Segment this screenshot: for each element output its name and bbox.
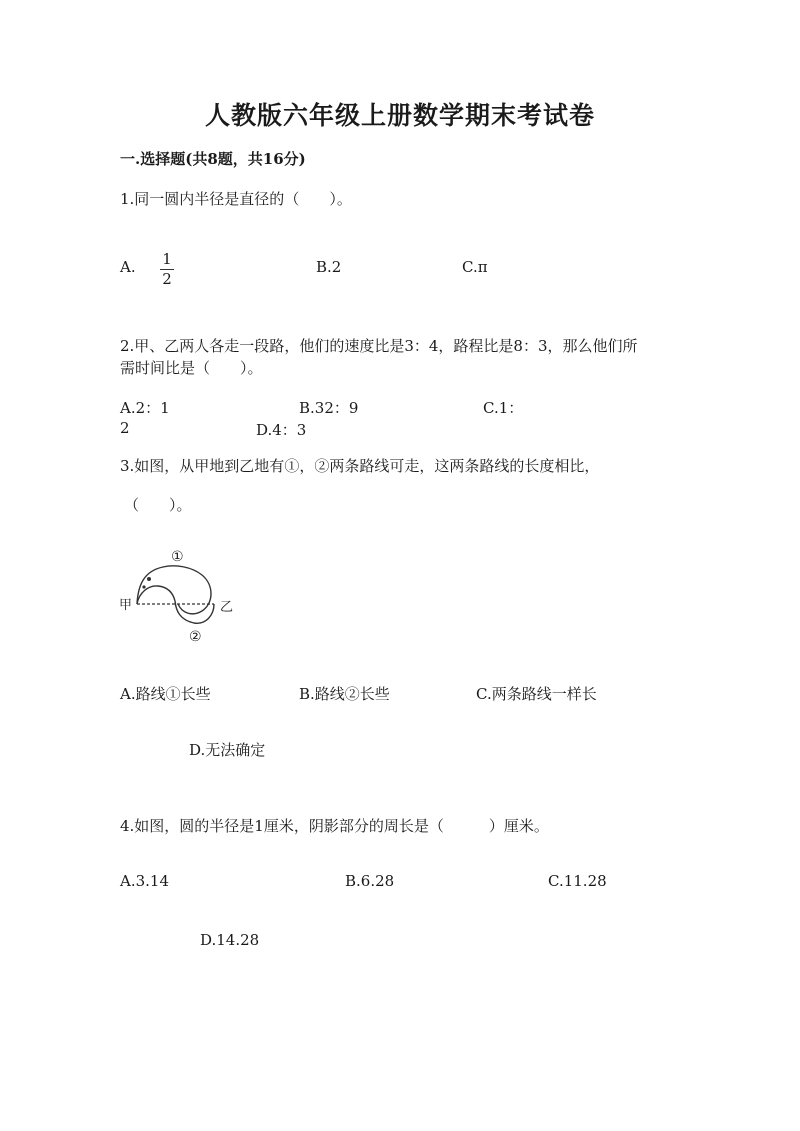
q3-option-c: C.两条路线一样长 <box>476 685 597 703</box>
question-3-line-2: （ ）。 <box>124 496 192 514</box>
page-title: 人教版六年级上册数学期末考试卷 <box>204 101 595 130</box>
route-dot <box>142 585 145 588</box>
q2-option-d: D.4：3 <box>256 421 307 439</box>
route-2-label: ② <box>189 629 202 645</box>
question-2-line-2: 需时间比是（ ）。 <box>120 359 263 377</box>
fraction-numerator: 1 <box>162 250 172 268</box>
q4-option-b: B.6.28 <box>345 872 395 890</box>
q4-option-c: C.11.28 <box>548 872 607 890</box>
q2-option-a: A.2：1 <box>120 399 170 417</box>
q1-option-a-fraction <box>160 251 174 288</box>
q4-option-d: D.14.28 <box>200 931 260 949</box>
route-1-label: ① <box>171 549 184 565</box>
q1-option-a-label: A. <box>120 258 136 276</box>
route-inner-path <box>137 586 175 604</box>
start-label: 甲 <box>119 598 133 613</box>
q1-option-b: B.2 <box>316 258 342 276</box>
q3-option-a: A.路线①长些 <box>120 685 211 703</box>
route-1-path <box>137 566 211 614</box>
question-2-line-1: 2.甲、乙两人各走一段路，他们的速度比是3：4，路程比是8：3，那么他们所 <box>120 337 638 355</box>
section-heading: 一.选择题(共8题，共16分) <box>120 150 306 168</box>
question-4-text: 4.如图，圆的半径是1厘米，阴影部分的周长是（ ）厘米。 <box>120 817 549 835</box>
fraction-denominator: 2 <box>162 270 172 288</box>
q2-option-c-continued: 2 <box>120 419 130 437</box>
q2-option-c: C.1： <box>483 399 524 417</box>
q1-option-c: C.π <box>462 258 488 276</box>
question-3-line-1: 3.如图，从甲地到乙地有①，②两条路线可走，这两条路线的长度相比， <box>120 457 600 475</box>
q3-option-b: B.路线②长些 <box>299 685 390 703</box>
end-label: 乙 <box>220 600 234 615</box>
q4-option-a: A.3.14 <box>120 872 169 890</box>
q2-option-b: B.32：9 <box>299 399 359 417</box>
question-1-text: 1.同一圆内半径是直径的（ ）。 <box>120 190 352 208</box>
route-dot <box>147 577 151 581</box>
route-diagram <box>116 545 246 645</box>
q3-option-d: D.无法确定 <box>189 741 266 759</box>
